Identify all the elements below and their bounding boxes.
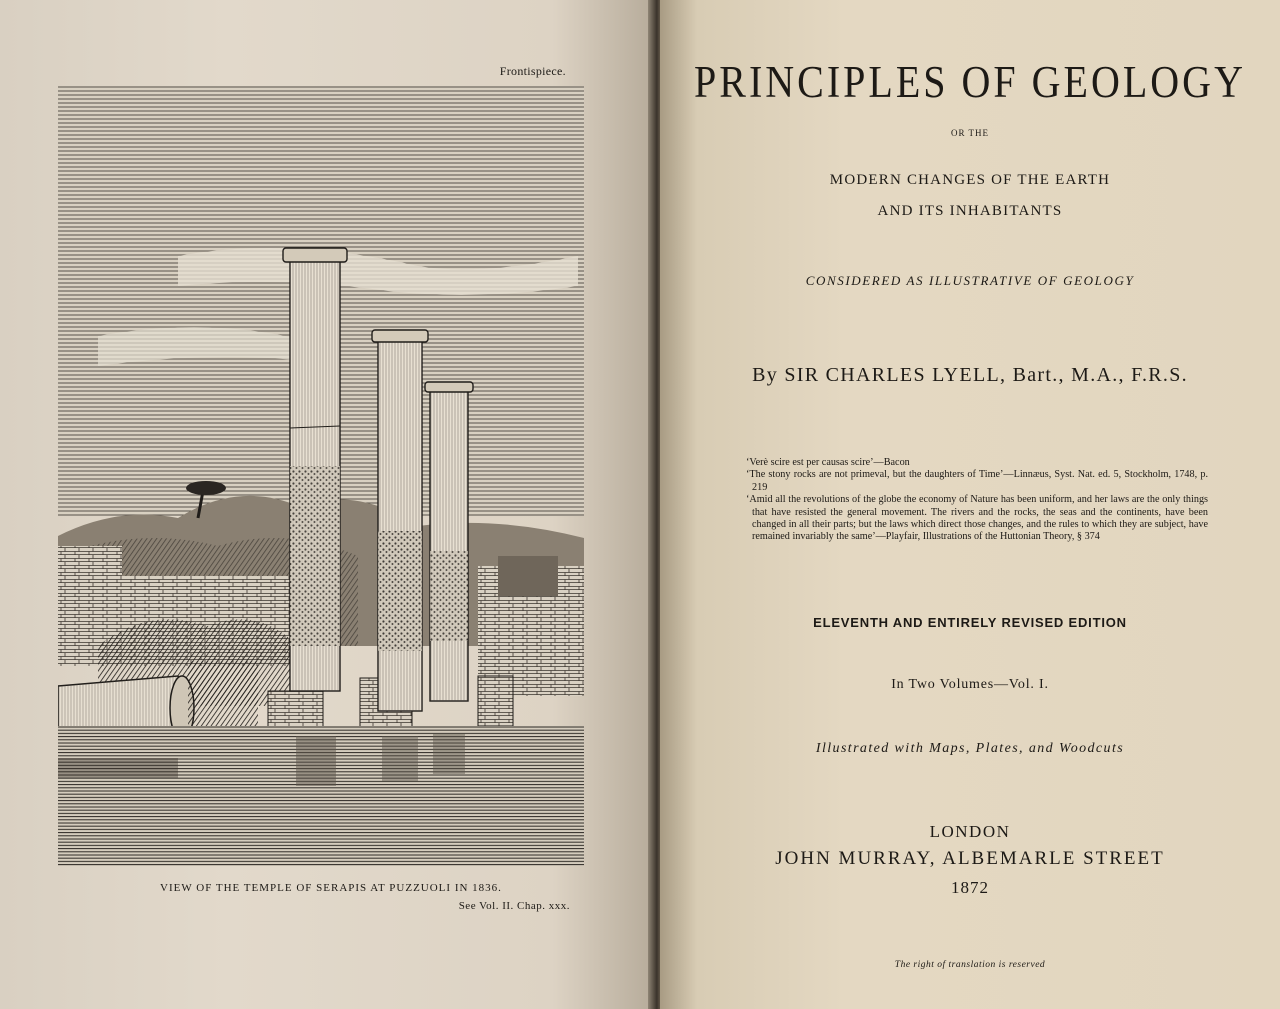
imprint-city: LONDON xyxy=(929,822,1011,841)
frontispiece-label: Frontispiece. xyxy=(499,64,566,78)
volumes-line: In Two Volumes—Vol. I. xyxy=(891,677,1049,692)
plate-caption: VIEW OF THE TEMPLE OF SERAPIS AT PUZZUOLI IN 1836. xyxy=(160,882,502,894)
edition-line: ELEVENTH AND ENTIRELY REVISED EDITION xyxy=(813,615,1127,630)
illustrated-line: Illustrated with Maps, Plates, and Woodcuts xyxy=(815,741,1125,756)
quote-bacon: ‘Verè scire est per causas scire’—Bacon xyxy=(746,457,910,468)
or-the-line: OR THE xyxy=(950,128,990,138)
plate-reference: See Vol. II. Chap. xxx. xyxy=(458,900,570,912)
book-title: PRINCIPLES OF GEOLOGY xyxy=(694,55,1246,108)
subtitle-line-1: MODERN CHANGES OF THE EARTH xyxy=(829,172,1111,188)
temple-of-serapis-engraving xyxy=(58,86,584,866)
imprint-year: 1872 xyxy=(951,878,989,897)
title-page xyxy=(660,0,1280,1009)
subtitle-line-2: AND ITS INHABITANTS xyxy=(877,203,1063,219)
imprint-publisher: JOHN MURRAY, ALBEMARLE STREET xyxy=(775,848,1165,869)
epigraph-quotes xyxy=(746,457,1208,544)
rights-notice: The right of translation is reserved xyxy=(894,960,1046,970)
considered-line: CONSIDERED AS ILLUSTRATIVE OF GEOLOGY xyxy=(805,273,1135,288)
author-line: By SIR CHARLES LYELL, Bart., M.A., F.R.S. xyxy=(752,364,1188,386)
quote-linnaeus: ‘The stony rocks are not primeval, but the daughters of Time’—Linnæus, Syst. Nat. ed. 5, Stockholm, 1748, p. 219 xyxy=(746,469,1208,493)
quote-playfair: ‘Amid all the revolutions of the globe the economy of Nature has been uniform, and her laws are the only things that have resisted the general movement. The rivers and the rocks, the seas and the continents, have been changed in all their parts; but the laws which direct those changes, and the rules to which they are subject, have remained invariably the same’—Playfair, Illustrations of the Huttonian Theory, § 374 xyxy=(746,494,1208,543)
